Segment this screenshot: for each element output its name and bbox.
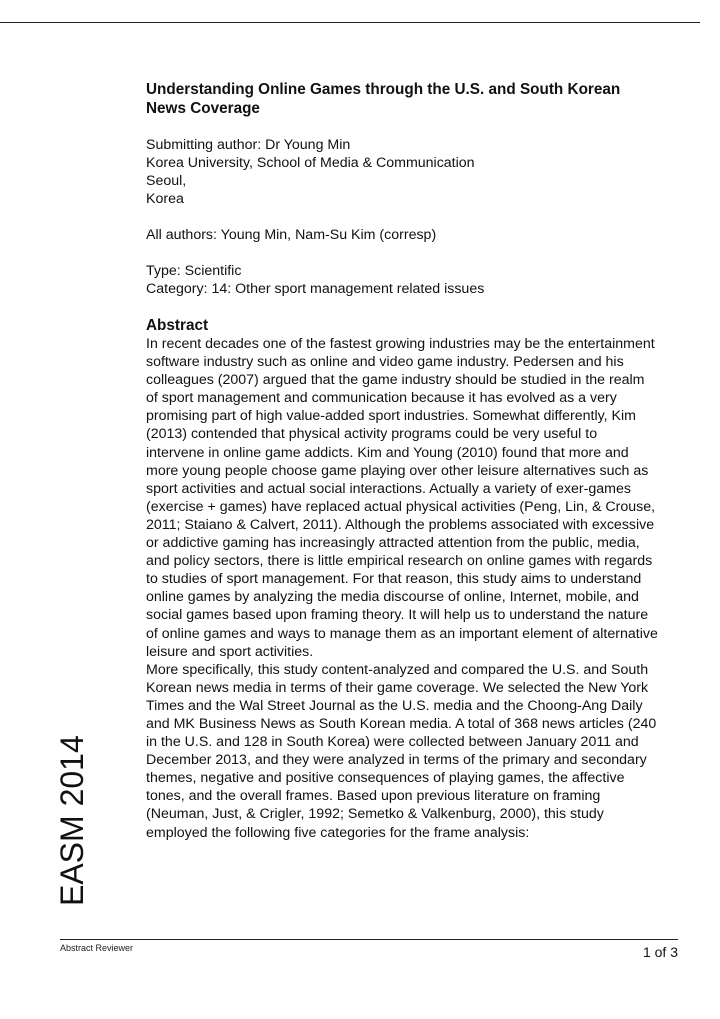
abstract-paragraph-1: In recent decades one of the fastest growing industries may be the entertainment software industry such as online and video game industry. Pedersen and his colleagues (2007) argued that the game industry should be studied in the realm of sport management and communication because it has evolved as a very promising part of high value-added sport industries. Somewhat differently, Kim (2013) contended that physical activity programs could be very useful to intervene in online game addicts. Kim and Young (2010) found that more and more young people choose game playing over other leisure alternatives such as sport activities and actual social interactions. Actually a variety of exer-games (exercise + games) have replaced actual physical activities (Peng, Lin, & Crouse, 2011; Staiano & Calvert, 2011). Although the problems associated with excessive or addictive gaming has increasingly attracted attention from the public, media, and policy sectors, there is little empirical research on online games with regards to studies of sport management. For that reason, this study aims to understand online games by analyzing the media discourse of online, Internet, mobile, and social games based upon framing theory. It will help us to understand the nature of online games and ways to manage them as an important element of alternative leisure and sport activities. [146,336,658,660]
submission-type: Type: Scientific [146,263,242,279]
submission-category: Category: 14: Other sport management related issues [146,281,485,297]
paper-title: Understanding Online Games through the U.S. and South Korean News Coverage [146,81,621,117]
submitting-author: Submitting author: Dr Young Min [146,137,351,153]
country: Korea [146,191,184,207]
abstract-page-content [146,80,658,842]
page-number: 1 of 3 [642,944,678,960]
abstract-heading: Abstract [146,317,209,334]
all-authors: All authors: Young Min, Nam-Su Kim (corresp) [146,227,437,243]
city: Seoul, [146,173,187,189]
top-divider [0,22,700,23]
footer-reviewer-label: Abstract Reviewer [60,943,134,953]
conference-side-label: EASM 2014 [54,735,90,906]
abstract-paragraph-2: More specifically, this study content-analyzed and compared the U.S. and South Korean news media in terms of their game coverage. We selected the New York Times and the Wal Street Journal as the U.S. media and the Choong-Ang Daily and MK Business News as South Korean media. A total of 368 news articles (240 in the U.S. and 128 in South Korea) were collected between January 2011 and December 2013, and they were analyzed in terms of the primary and secondary themes, negative and positive consequences of playing games, the affective tones, and the overall frames. Based upon previous literature on framing (Neuman, Just, & Crigler, 1992; Semetko & Valkenburg, 2000), this study employed the following five categories for the frame analysis: [146,661,657,841]
affiliation: Korea University, School of Media & Communication [146,155,475,171]
footer-divider [60,939,678,940]
